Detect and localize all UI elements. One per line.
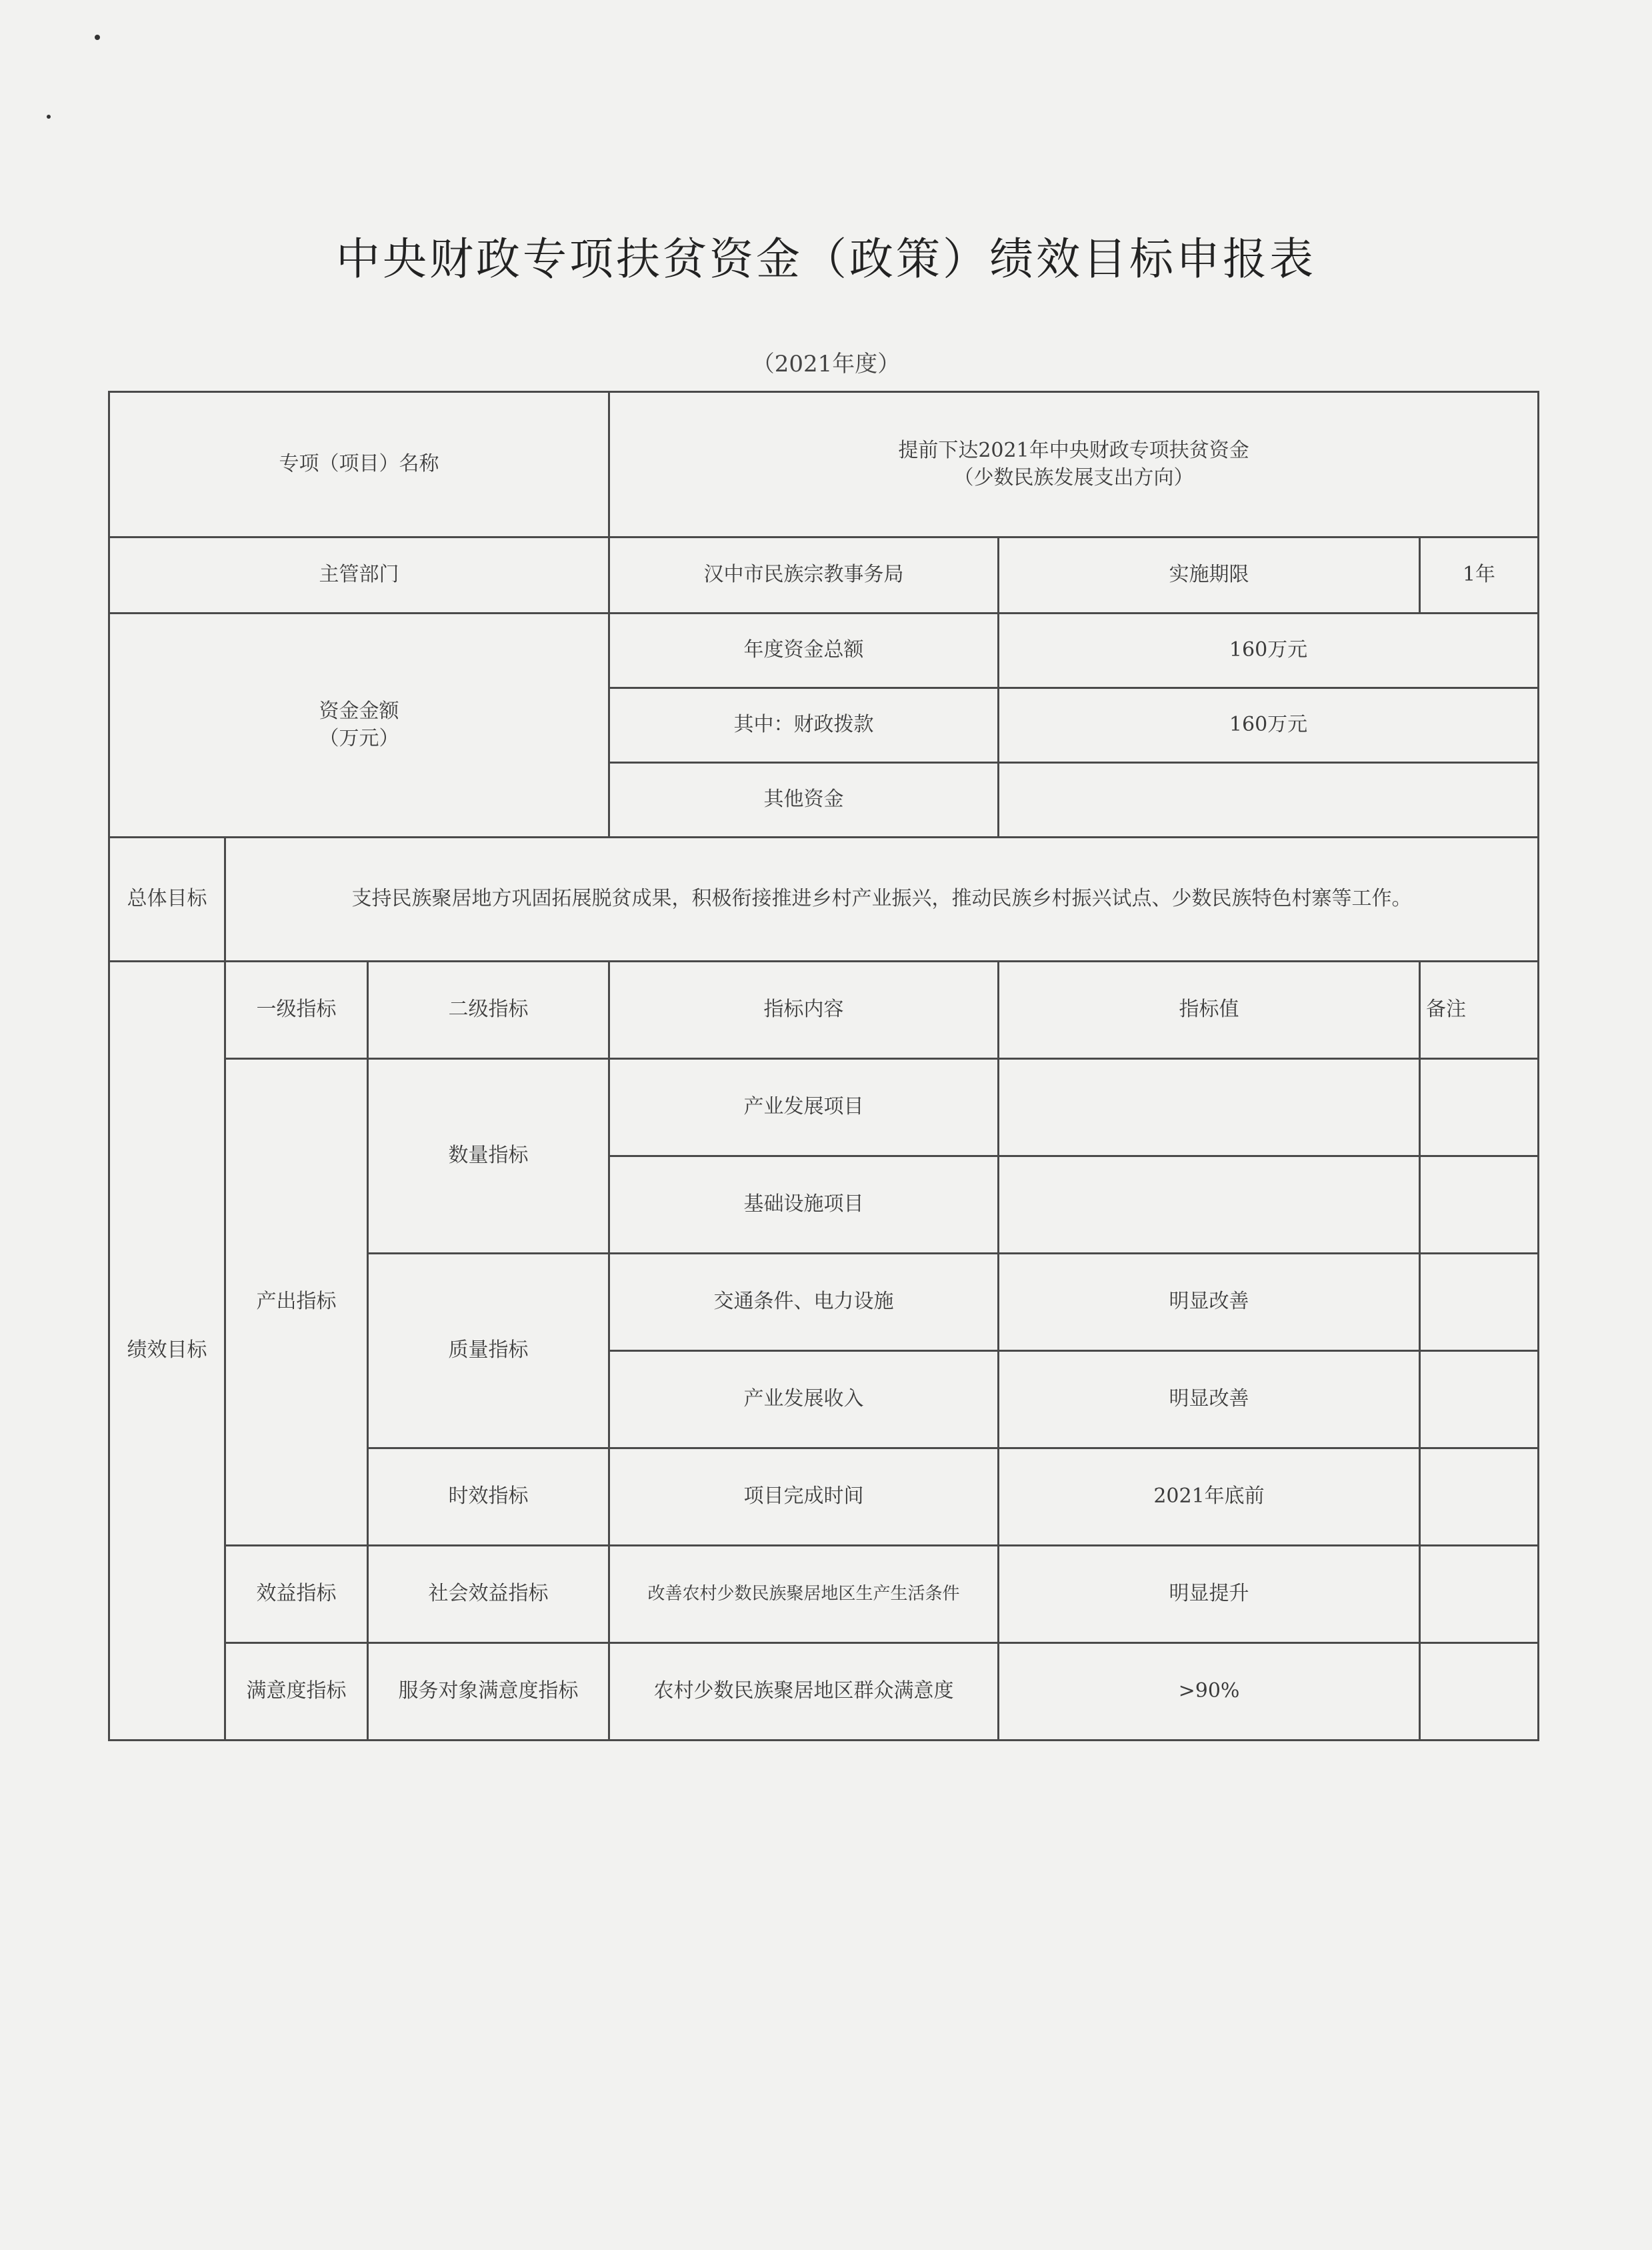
header-value: 指标值 xyxy=(999,962,1420,1059)
indicator-content: 交通条件、电力设施 xyxy=(609,1254,999,1351)
project-name-value xyxy=(609,392,1539,537)
quality-indicator-label: 质量指标 xyxy=(368,1254,609,1448)
funds-total-label: 年度资金总额 xyxy=(609,614,999,688)
period-label: 实施期限 xyxy=(999,537,1420,614)
document-title: 中央财政专项扶贫资金（政策）绩效目标申报表 xyxy=(336,233,1316,285)
funds-label-line2: （万元） xyxy=(319,726,399,750)
benefit-indicator-label: 效益指标 xyxy=(225,1546,368,1643)
project-name-line2: （少数民族发展支出方向） xyxy=(953,465,1194,489)
funds-total-row xyxy=(109,614,1539,688)
service-satisfaction-indicator-label: 服务对象满意度指标 xyxy=(368,1643,609,1741)
indicator-content: 项目完成时间 xyxy=(609,1448,999,1546)
indicator-note xyxy=(1420,1448,1539,1546)
indicator-value: 明显改善 xyxy=(999,1254,1420,1351)
quantity-indicator-label: 数量指标 xyxy=(368,1059,609,1254)
indicator-value: >90% xyxy=(999,1643,1420,1741)
performance-target-form xyxy=(108,391,1539,1741)
indicator-value xyxy=(999,1059,1420,1156)
performance-target-label: 绩效目标 xyxy=(109,962,225,1741)
social-benefit-indicator-label: 社会效益指标 xyxy=(368,1546,609,1643)
indicator-content: 产业发展项目 xyxy=(609,1059,999,1156)
scan-speck xyxy=(47,115,51,119)
project-name-row xyxy=(109,392,1539,537)
scan-speck xyxy=(95,35,100,40)
funds-label xyxy=(109,614,609,838)
overall-target-label: 总体目标 xyxy=(109,838,225,962)
funds-total-value: 160万元 xyxy=(999,614,1539,688)
department-row xyxy=(109,537,1539,614)
indicator-row xyxy=(109,1546,1539,1643)
department-value: 汉中市民族宗教事务局 xyxy=(609,537,999,614)
indicator-note xyxy=(1420,1546,1539,1643)
indicator-note xyxy=(1420,1351,1539,1448)
indicator-note xyxy=(1420,1156,1539,1254)
indicator-header-row xyxy=(109,962,1539,1059)
document-year: （2021年度） xyxy=(751,351,901,377)
funds-fiscal-label: 其中：财政拨款 xyxy=(609,688,999,763)
project-name-line1: 提前下达2021年中央财政专项扶贫资金 xyxy=(898,439,1249,462)
header-level1: 一级指标 xyxy=(225,962,368,1059)
period-value: 1年 xyxy=(1420,537,1539,614)
header-note: 备注 xyxy=(1420,962,1539,1059)
satisfaction-indicator-label: 满意度指标 xyxy=(225,1643,368,1741)
funds-other-value xyxy=(999,763,1539,838)
overall-target-row xyxy=(109,838,1539,962)
indicator-value: 明显改善 xyxy=(999,1351,1420,1448)
funds-other-label: 其他资金 xyxy=(609,763,999,838)
indicator-note xyxy=(1420,1254,1539,1351)
indicator-content: 改善农村少数民族聚居地区生产生活条件 xyxy=(609,1546,999,1643)
output-indicator-label: 产出指标 xyxy=(225,1059,368,1546)
timeliness-indicator-label: 时效指标 xyxy=(368,1448,609,1546)
funds-label-line1: 资金金额 xyxy=(319,700,399,723)
indicator-value: 明显提升 xyxy=(999,1546,1420,1643)
funds-fiscal-value: 160万元 xyxy=(999,688,1539,763)
indicator-content: 基础设施项目 xyxy=(609,1156,999,1254)
project-name-label: 专项（项目）名称 xyxy=(109,392,609,537)
indicator-content: 产业发展收入 xyxy=(609,1351,999,1448)
department-label: 主管部门 xyxy=(109,537,609,614)
indicator-value: 2021年底前 xyxy=(999,1448,1420,1546)
indicator-content: 农村少数民族聚居地区群众满意度 xyxy=(609,1643,999,1741)
overall-target-text: 支持民族聚居地方巩固拓展脱贫成果，积极衔接推进乡村产业振兴，推动民族乡村振兴试点、少数民族特色村寨等工作。 xyxy=(225,838,1539,962)
indicator-row xyxy=(109,1643,1539,1741)
header-level2: 二级指标 xyxy=(368,962,609,1059)
indicator-value xyxy=(999,1156,1420,1254)
header-content: 指标内容 xyxy=(609,962,999,1059)
indicator-note xyxy=(1420,1059,1539,1156)
indicator-row xyxy=(109,1059,1539,1156)
indicator-note xyxy=(1420,1643,1539,1741)
